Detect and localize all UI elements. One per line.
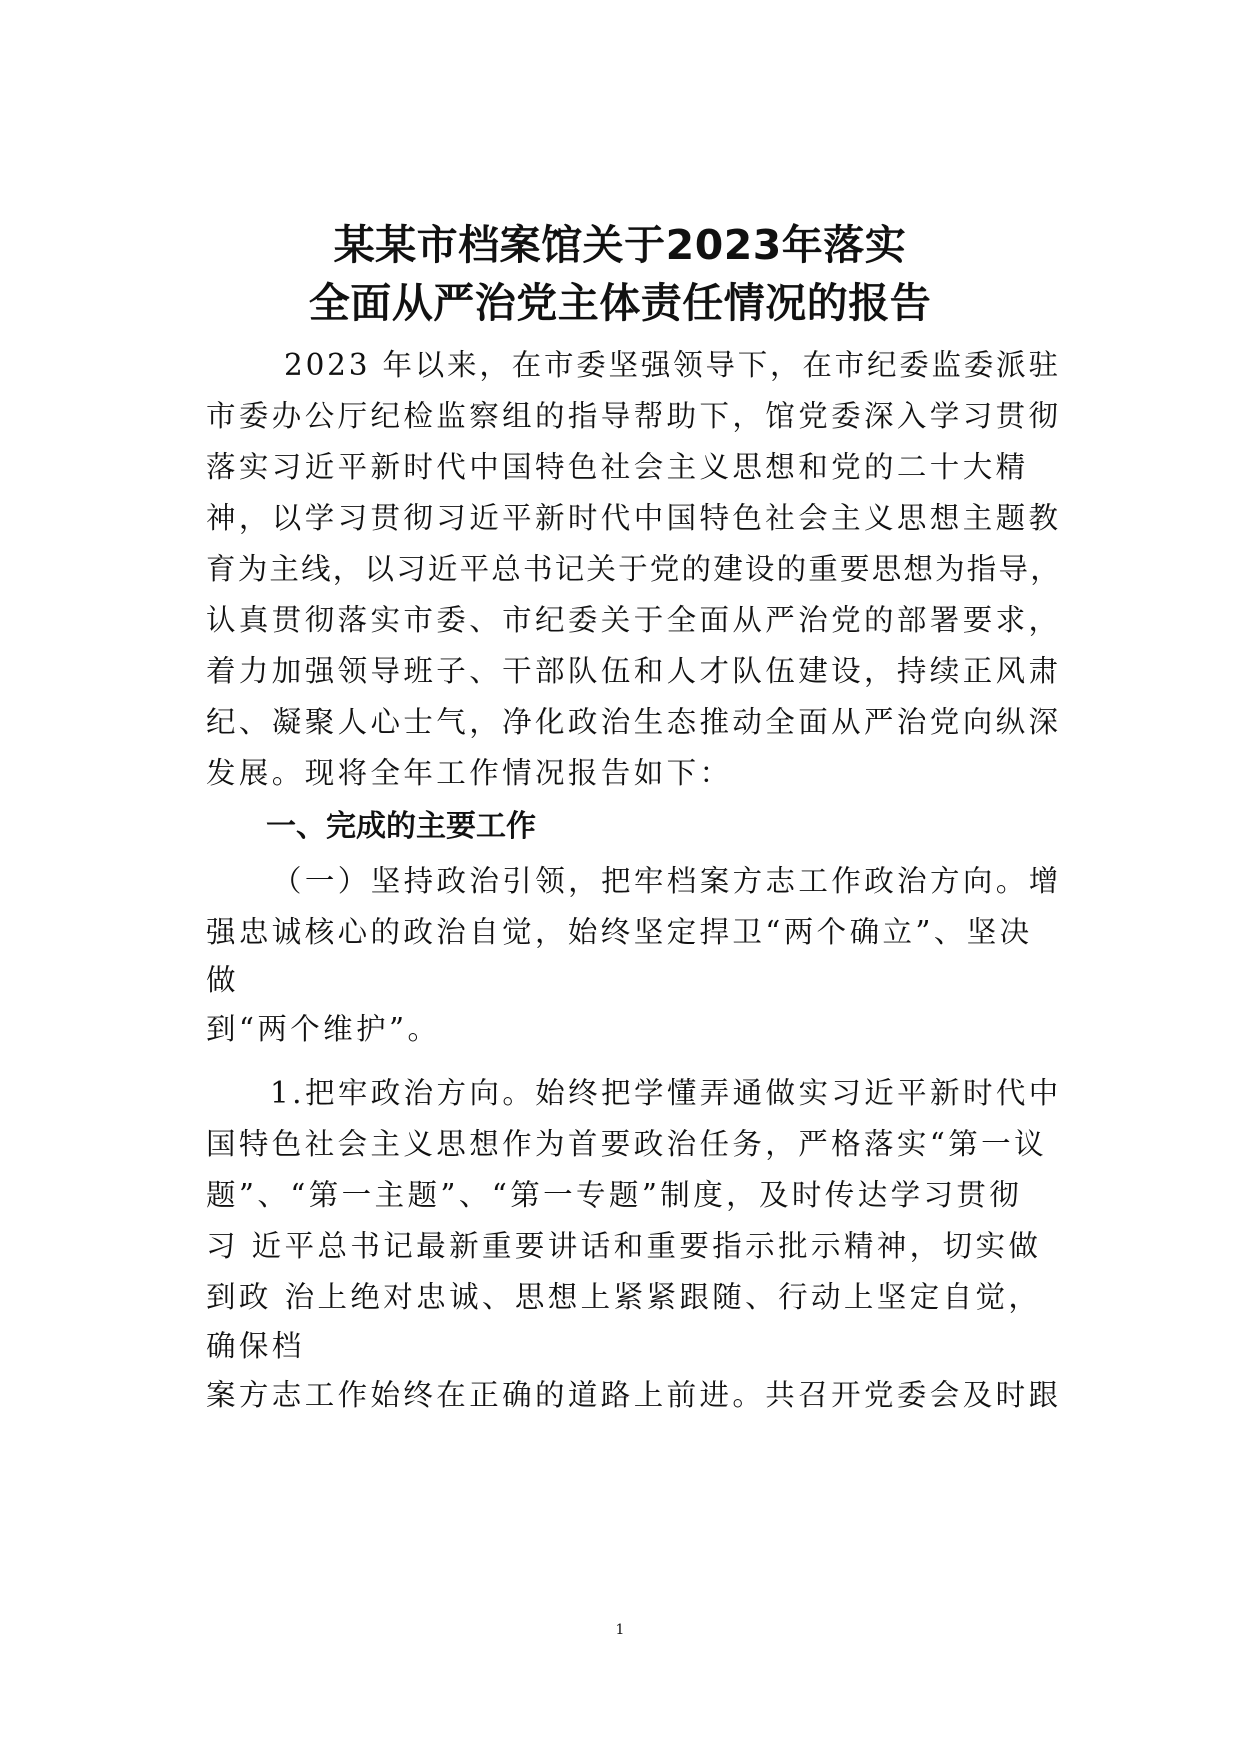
item-line-7: 案方志工作始终在正确的道路上前进。共召开党委会及时跟	[206, 1378, 1062, 1412]
intro-line-5: 育为主线，以习近平总书记关于党的建设的重要思想为指导，	[206, 552, 1062, 586]
subsection-line-3: 做	[206, 963, 239, 997]
item-line-2: 国特色社会主义思想作为首要政治任务，严格落实“第一议	[206, 1127, 1047, 1161]
document-title-line-1: 某某市档案馆关于2023年落实	[333, 221, 907, 269]
item-line-5: 到政 治上绝对忠诚、思想上紧紧跟随、行动上坚定自觉，	[206, 1280, 1042, 1314]
section-heading: 一、完成的主要工作	[266, 809, 536, 844]
document-title-line-2: 全面从严治党主体责任情况的报告	[308, 279, 932, 327]
intro-line-6: 认真贯彻落实市委、市纪委关于全面从严治党的部署要求，	[206, 603, 1062, 637]
item-line-4: 习 近平总书记最新重要讲话和重要指示批示精神，切实做	[206, 1229, 1042, 1263]
page-number: 1	[615, 1622, 625, 1638]
intro-line-1: 2023 年以来，在市委坚强领导下，在市纪委监委派驻	[284, 348, 1061, 382]
intro-line-7: 着力加强领导班子、干部队伍和人才队伍建设，持续正风肃	[206, 654, 1062, 688]
item-line-6: 确保档	[206, 1329, 305, 1363]
intro-line-4: 神，以学习贯彻习近平新时代中国特色社会主义思想主题教	[206, 501, 1062, 535]
intro-line-8: 纪、凝聚人心士气，净化政治生态推动全面从严治党向纵深	[206, 705, 1062, 739]
intro-line-9: 发展。现将全年工作情况报告如下：	[206, 756, 733, 790]
intro-line-3: 落实习近平新时代中国特色社会主义思想和党的二十大精	[206, 450, 1029, 484]
intro-line-2: 市委办公厅纪检监察组的指导帮助下，馆党委深入学习贯彻	[206, 399, 1062, 433]
subsection-line-4: 到“两个维护”。	[206, 1012, 441, 1046]
item-line-3: 题”、“第一主题”、“第一专题”制度，及时传达学习贯彻	[206, 1178, 1023, 1212]
item-line-1: 1.把牢政治方向。始终把学懂弄通做实习近平新时代中	[270, 1076, 1062, 1110]
subsection-line-2: 强忠诚核心的政治自觉，始终坚定捍卫“两个确立”、坚决	[206, 915, 1033, 949]
subsection-line-1: （一）坚持政治引领，把牢档案方志工作政治方向。增	[272, 864, 1062, 898]
